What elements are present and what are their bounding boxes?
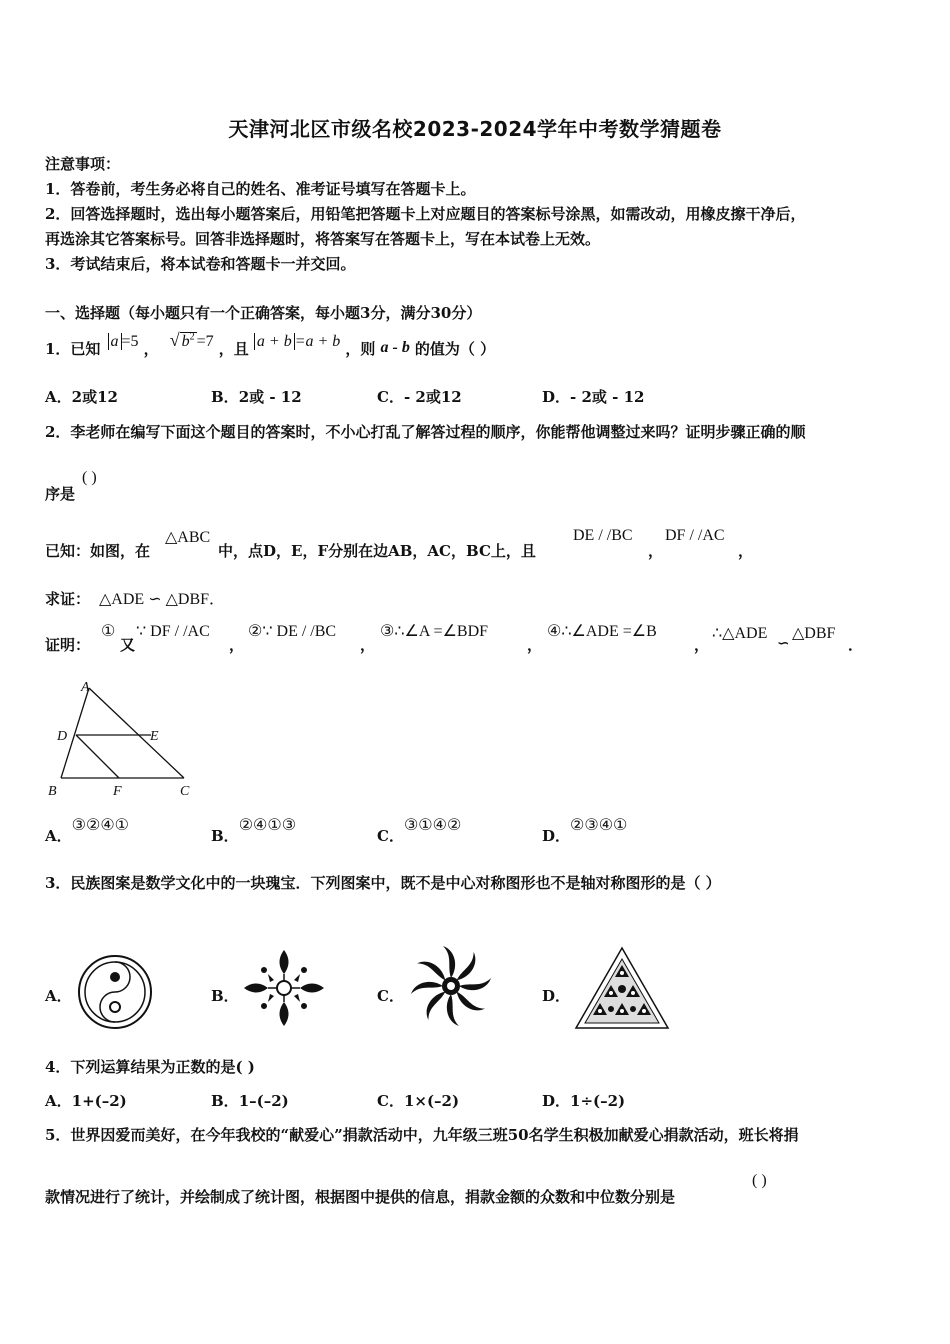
q2-sep-1: ， [229, 636, 245, 654]
patterned-triangle-icon[interactable] [573, 945, 671, 1031]
q1-eq-ab: =a + b [294, 333, 341, 350]
q2-line-1: 2．李老师在编写下面这个题目的答案时，不小心打乱了解答过程的顺序，你能帮他调整过来吗？证明步骤正确的顺 [45, 423, 806, 441]
notice-line-2b: 再选涂其它答案标号。回答非选择题时，将答案写在答题卡上，写在本试卷上无效。 [45, 230, 601, 248]
q4-option-a[interactable]: A．1+(–2) [45, 1092, 127, 1110]
notice-heading: 注意事项： [45, 155, 121, 173]
q2-step-5a: ∴△ADE [712, 625, 768, 642]
segment-df [76, 735, 119, 778]
pinwheel-flower-icon[interactable] [408, 943, 494, 1029]
q2-de-parallel-bc: DE / /BC [573, 527, 633, 544]
q1-eq5: =5 [121, 333, 139, 350]
q2-option-c[interactable]: C．③①④② [377, 817, 462, 845]
q2-step-1-num: ① [101, 623, 116, 640]
q1-a-minus-b: a - b [380, 339, 410, 356]
section-heading: 一、选择题（每小题只有一个正确答案，每小题3分，满分30分） [45, 304, 482, 322]
q1-sup: 2 [189, 331, 195, 343]
q2-sep-3: ， [527, 636, 543, 654]
q2-prove-prefix: 求证： [45, 590, 91, 608]
q3-option-a-label[interactable]: A． [45, 987, 72, 1005]
notice-line-3: 3．考试结束后，将本试卷和答题卡一并交回。 [45, 255, 356, 273]
q2-given-mid: 中，点D，E，F分别在边AB，AC，BC上，且 [218, 542, 536, 560]
q2-step-4: ④∴∠ADE =∠B [547, 623, 657, 640]
q1-prefix: 1．已知 [45, 340, 101, 358]
q3-text: 3．民族图案是数学文化中的一块瑰宝．下列图案中，既不是中心对称图形也不是轴对称图形的是（ ） [45, 874, 721, 892]
label-d: D [57, 729, 68, 744]
q4-option-c[interactable]: C．1×(–2) [377, 1092, 460, 1110]
notice-line-1: 1．答卷前，考生务必将自己的姓名、准考证号填写在答题卡上。 [45, 180, 476, 198]
q4-option-d[interactable]: D．1÷(–2) [542, 1092, 626, 1110]
label-b: B [48, 784, 57, 799]
label-c: C [180, 784, 190, 799]
q1-comma: ， [143, 340, 159, 358]
q2-given-prefix: 已知：如图，在 [45, 542, 151, 560]
q1-option-b[interactable]: B．2或 - 12 [211, 388, 302, 406]
q2-step-5b: ∽ [777, 634, 790, 652]
q1-abs-ab: a + b [254, 333, 295, 350]
q1-option-d[interactable]: D．- 2或 - 12 [542, 388, 645, 406]
q2-comma: ， [648, 542, 664, 560]
q2-step-5c: △DBF [792, 625, 836, 642]
q3-option-c-label[interactable]: C． [377, 987, 404, 1005]
floral-cross-pattern-icon[interactable] [242, 948, 326, 1028]
q2-comma-2: ， [738, 542, 754, 560]
q1-and: ，且 [218, 340, 249, 358]
q1-abs-a: a [108, 333, 122, 350]
q2-step-1-you: 又 [120, 636, 136, 654]
label-e: E [150, 729, 159, 744]
notice-line-2a: 2．回答选择题时，选出每小题答案后，用铅笔把答题卡上对应题目的答案标号涂黑，如需改动，用橡皮擦干净后， [45, 205, 806, 223]
q1-b: b [181, 333, 190, 350]
question-1 [45, 330, 495, 360]
side-ac [89, 688, 184, 778]
page-title: 天津河北区市级名校2023-2024学年中考数学猜题卷 [228, 117, 722, 141]
q4-option-b[interactable]: B．1–(–2) [211, 1092, 289, 1110]
q5-line-1: 5．世界因爱而美好，在今年我校的“献爱心”捐款活动中，九年级三班50名学生积极加献爱心捐款活动，班长将捐 [45, 1126, 799, 1144]
q2-step-5d: ． [848, 636, 864, 654]
q2-paren: ( ) [82, 469, 97, 486]
q2-prove-statement: △ADE ∽ △DBF． [99, 591, 226, 608]
q1-then: ，则 [345, 340, 376, 358]
q2-step-2: ②∵ DE / /BC [248, 623, 337, 640]
q2-line-2: 序是 [45, 485, 76, 503]
q2-sep-2: ， [360, 636, 376, 654]
q2-option-b[interactable]: B．②④①③ [211, 817, 297, 845]
yin-yang-icon[interactable] [76, 953, 154, 1031]
q5-paren: ( ) [752, 1172, 767, 1189]
label-a: A [81, 680, 90, 695]
q2-triangle-abc: △ABC [165, 529, 211, 546]
q3-option-d-label[interactable]: D． [542, 987, 571, 1005]
q2-step-1: ∵ DF / /AC [136, 623, 210, 640]
q2-triangle-figure [44, 676, 204, 802]
q5-line-2: 款情况进行了统计，并绘制成了统计图，根据图中提供的信息，捐款金额的众数和中位数分别是 [45, 1188, 676, 1206]
label-f: F [113, 784, 122, 799]
q2-proof-prefix: 证明： [45, 636, 91, 654]
q1-option-a[interactable]: A．2或12 [45, 388, 118, 406]
q2-step-3: ③∴∠A =∠BDF [380, 623, 489, 640]
q2-option-d[interactable]: D．②③④① [542, 817, 628, 845]
q3-option-b-label[interactable]: B． [211, 987, 239, 1005]
q2-df-parallel-ac: DF / /AC [665, 527, 725, 544]
q1-eq7: =7 [196, 333, 214, 350]
q1-option-c[interactable]: C．- 2或12 [377, 388, 462, 406]
q2-sep-4: ， [694, 636, 710, 654]
q1-tail: 的值为（ ） [414, 340, 496, 358]
sqrt-icon: √ [169, 330, 180, 350]
q2-option-a[interactable]: A．③②④① [45, 817, 130, 845]
q4-text: 4．下列运算结果为正数的是( ) [45, 1058, 255, 1076]
